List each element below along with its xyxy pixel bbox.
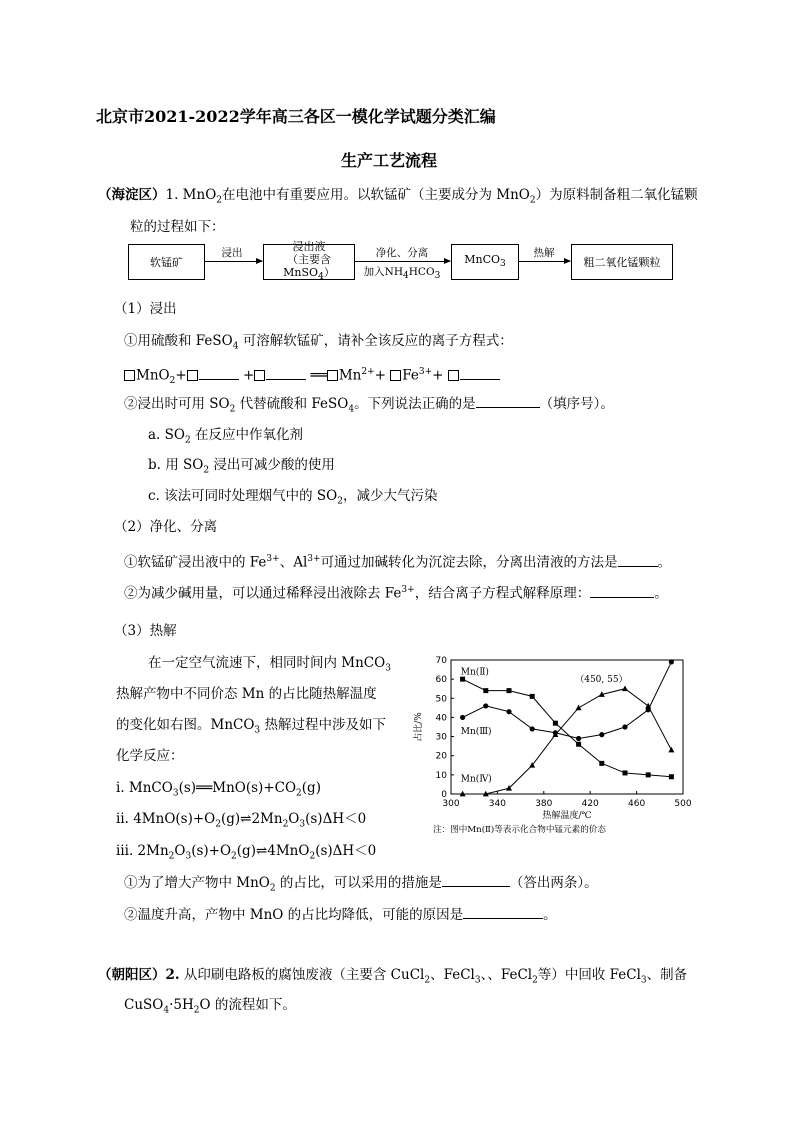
data-point-square xyxy=(553,721,558,726)
section-title: 生产工艺流程 xyxy=(341,151,438,170)
reaction-3: ⅲ. $2Mn_2O_3(s)+O_2(g)\rightleftharpoons 4MnO_2(s)\Delta H<0$ xyxy=(116,843,377,862)
data-point-circle xyxy=(599,732,604,737)
data-point-square xyxy=(530,694,535,699)
answer-blank[interactable] xyxy=(463,905,543,919)
part3-q1: ①为了增大产物中 MnO$_2$ 的占比，可以采用的措施是 （答出两条）。 xyxy=(124,875,598,894)
series-label-mn2: Mn(Ⅱ) xyxy=(460,667,489,678)
data-point-triangle xyxy=(576,705,582,711)
data-point-circle xyxy=(483,703,488,708)
coef-box[interactable] xyxy=(390,370,401,381)
x-tick-label: 300 xyxy=(442,799,460,809)
y-tick-label: 10 xyxy=(435,770,447,781)
data-point-circle xyxy=(530,726,535,731)
option-b: b. 用 $SO_2$ 浸出可减少酸的使用 xyxy=(148,457,335,476)
part3-text-1: 在一定空气流速下，相同时间内 MnCO$_3$ xyxy=(148,655,391,674)
y-tick-label: 30 xyxy=(435,732,447,743)
x-tick-label: 460 xyxy=(628,799,646,809)
y-tick-label: 60 xyxy=(435,675,447,686)
flow-box-product: 粗二氧化锰颗粒 xyxy=(571,244,673,280)
coef-box[interactable] xyxy=(187,370,198,381)
data-point-circle xyxy=(622,724,627,729)
y-tick-label: 20 xyxy=(435,751,447,762)
part3-text-2: 热解产物中不同价态 Mn 的占比随热解温度 xyxy=(116,686,377,702)
series-line-3 xyxy=(460,689,672,794)
answer-blank[interactable] xyxy=(618,553,658,567)
y-tick-label: 50 xyxy=(435,694,447,705)
data-point-square xyxy=(599,761,604,766)
q1-intro-line2: 粒的过程如下： xyxy=(130,219,225,235)
q1-district: （海淀区） xyxy=(98,187,166,203)
flow-arrow-3 xyxy=(518,261,570,262)
x-axis-label: 热解温度/℃ xyxy=(542,811,592,821)
q2-text-line2: $CuSO_4\cdot 5H_2O$ 的流程如下。 xyxy=(124,997,296,1016)
x-tick-label: 340 xyxy=(488,799,506,809)
answer-blank[interactable] xyxy=(460,366,500,380)
chart-note: 注：图中Mn(Ⅱ)等表示化合物中锰元素的价态 xyxy=(433,825,606,835)
reaction-1: ⅰ. $MnCO_3(s)══MnO(s)+CO_2(g)$ xyxy=(116,780,321,799)
series-label-mn4: Mn(Ⅳ) xyxy=(460,774,492,785)
flow-box-ore: 软锰矿 xyxy=(128,244,205,280)
series-line-1 xyxy=(460,679,672,777)
part1-equation: MnO$_2$+ + ══ $Mn^{2+}+ Fe^{3+}+$ xyxy=(124,363,500,390)
sub: 2 xyxy=(216,195,222,206)
flow-arrow-2 xyxy=(354,261,450,262)
part2-q2: ②为减少碱用量，可以通过稀释浸出液除去 $Fe^{3+}$，结合离子方程式解释原理： 。 xyxy=(124,585,668,602)
thermolysis-chart xyxy=(405,650,695,838)
data-point-square xyxy=(483,688,488,693)
x-tick-label: 380 xyxy=(535,799,553,809)
data-point-circle xyxy=(576,736,581,741)
data-point-triangle xyxy=(622,686,628,692)
part3-text-4: 化学反应： xyxy=(116,748,184,764)
reaction-2: ⅱ. $4MnO(s)+O_2(g)\rightleftharpoons 2Mn_2O_3(s)\Delta H<0$ xyxy=(116,811,367,830)
flow-arrow-3-label: 热解 xyxy=(533,247,555,259)
series-label-mn3: Mn(Ⅲ) xyxy=(460,726,492,737)
data-point-circle xyxy=(506,709,511,714)
option-c: c. 该法可同时处理烟气中的 $SO_2$，减少大气污染 xyxy=(148,488,438,507)
flow-box-mnco3: MnCO$_3$ xyxy=(451,244,519,280)
coef-box[interactable] xyxy=(124,370,135,381)
part2-q1: ①软锰矿浸出液中的 $Fe^{3+}$、$Al^{3+}$可通过加碱转化为沉淀去除，分离出清液的方法是 。 xyxy=(124,554,672,571)
sub: 2 xyxy=(529,195,536,206)
q1-intro-b: 在电池中有重要应用。以软锰矿（主要成分为 MnO xyxy=(222,187,530,203)
coef-box[interactable] xyxy=(254,370,265,381)
y-axis-label: 占比/% xyxy=(414,712,424,742)
q2-text: （朝阳区）2. 从印刷电路板的腐蚀废液（主要含 CuCl$_2$、FeCl$_3$、、FeCl$_2$等）中回收 FeCl$_3$、制备 xyxy=(98,967,688,986)
y-tick-label: 0 xyxy=(441,790,447,800)
part1-q1: ①用硫酸和 FeSO$_4$ 可溶解软锰矿，请补全该反应的离子方程式： xyxy=(124,333,513,352)
answer-blank[interactable] xyxy=(199,366,239,380)
data-point-square xyxy=(576,742,581,747)
data-point-circle xyxy=(669,659,674,664)
q1-intro-a: 1. MnO xyxy=(165,187,217,203)
x-tick-label: 500 xyxy=(674,799,692,809)
answer-blank[interactable] xyxy=(590,584,654,598)
flow-arrow-1 xyxy=(204,261,262,262)
flow-box-leachate xyxy=(263,239,355,283)
leachate-line1: 浸出液 xyxy=(292,239,326,253)
part1-heading: （1）浸出 xyxy=(114,301,177,317)
y-tick-label: 40 xyxy=(435,713,447,724)
part3-heading: （3）热解 xyxy=(114,623,177,639)
data-point-square xyxy=(646,772,651,777)
q1-intro xyxy=(98,186,698,210)
coef-box[interactable] xyxy=(448,370,459,381)
part2-heading: （2）净化、分离 xyxy=(114,519,218,535)
data-point-circle xyxy=(460,715,465,720)
x-tick-label: 420 xyxy=(581,799,599,809)
part3-q2: ②温度升高，产物中 MnO 的占比均降低，可能的原因是 。 xyxy=(124,907,557,923)
data-point-square xyxy=(507,688,512,693)
part3-text-3: 的变化如右图。MnCO$_3$ 热解过程中涉及如下 xyxy=(116,717,386,736)
leachate-line2-end: ） xyxy=(323,265,335,279)
flow-arrow-2-bottom: 加入$NH_4HCO_3$ xyxy=(363,266,441,282)
chart-annotation: （450, 55） xyxy=(575,675,628,686)
part1-q2: ②浸出时可用 $SO_2$ 代替硫酸和 FeSO$_4$。下列说法正确的是 （填序号）。 xyxy=(124,396,614,415)
answer-blank[interactable] xyxy=(266,366,306,380)
q1-intro-c: ）为原料制备粗二氧化锰颗 xyxy=(535,187,698,203)
sub: 4 xyxy=(318,272,324,283)
q2-district: （朝阳区） xyxy=(98,967,166,983)
answer-blank[interactable] xyxy=(476,394,540,408)
y-tick-label: 70 xyxy=(435,656,447,666)
leachate-line2: （主要含MnSO xyxy=(283,252,331,279)
data-point-square xyxy=(623,770,628,775)
data-point-triangle xyxy=(668,747,674,753)
flow-arrow-1-label: 浸出 xyxy=(221,247,243,259)
answer-blank[interactable] xyxy=(442,873,510,887)
coef-box[interactable] xyxy=(327,370,338,381)
flow-arrow-2-top: 净化、分离 xyxy=(375,247,429,259)
data-point-square xyxy=(669,774,674,779)
page-title: 北京市2021-2022学年高三各区一模化学试题分类汇编 xyxy=(96,107,496,126)
option-a: a. $SO_2$ 在反应中作氧化剂 xyxy=(148,427,303,446)
